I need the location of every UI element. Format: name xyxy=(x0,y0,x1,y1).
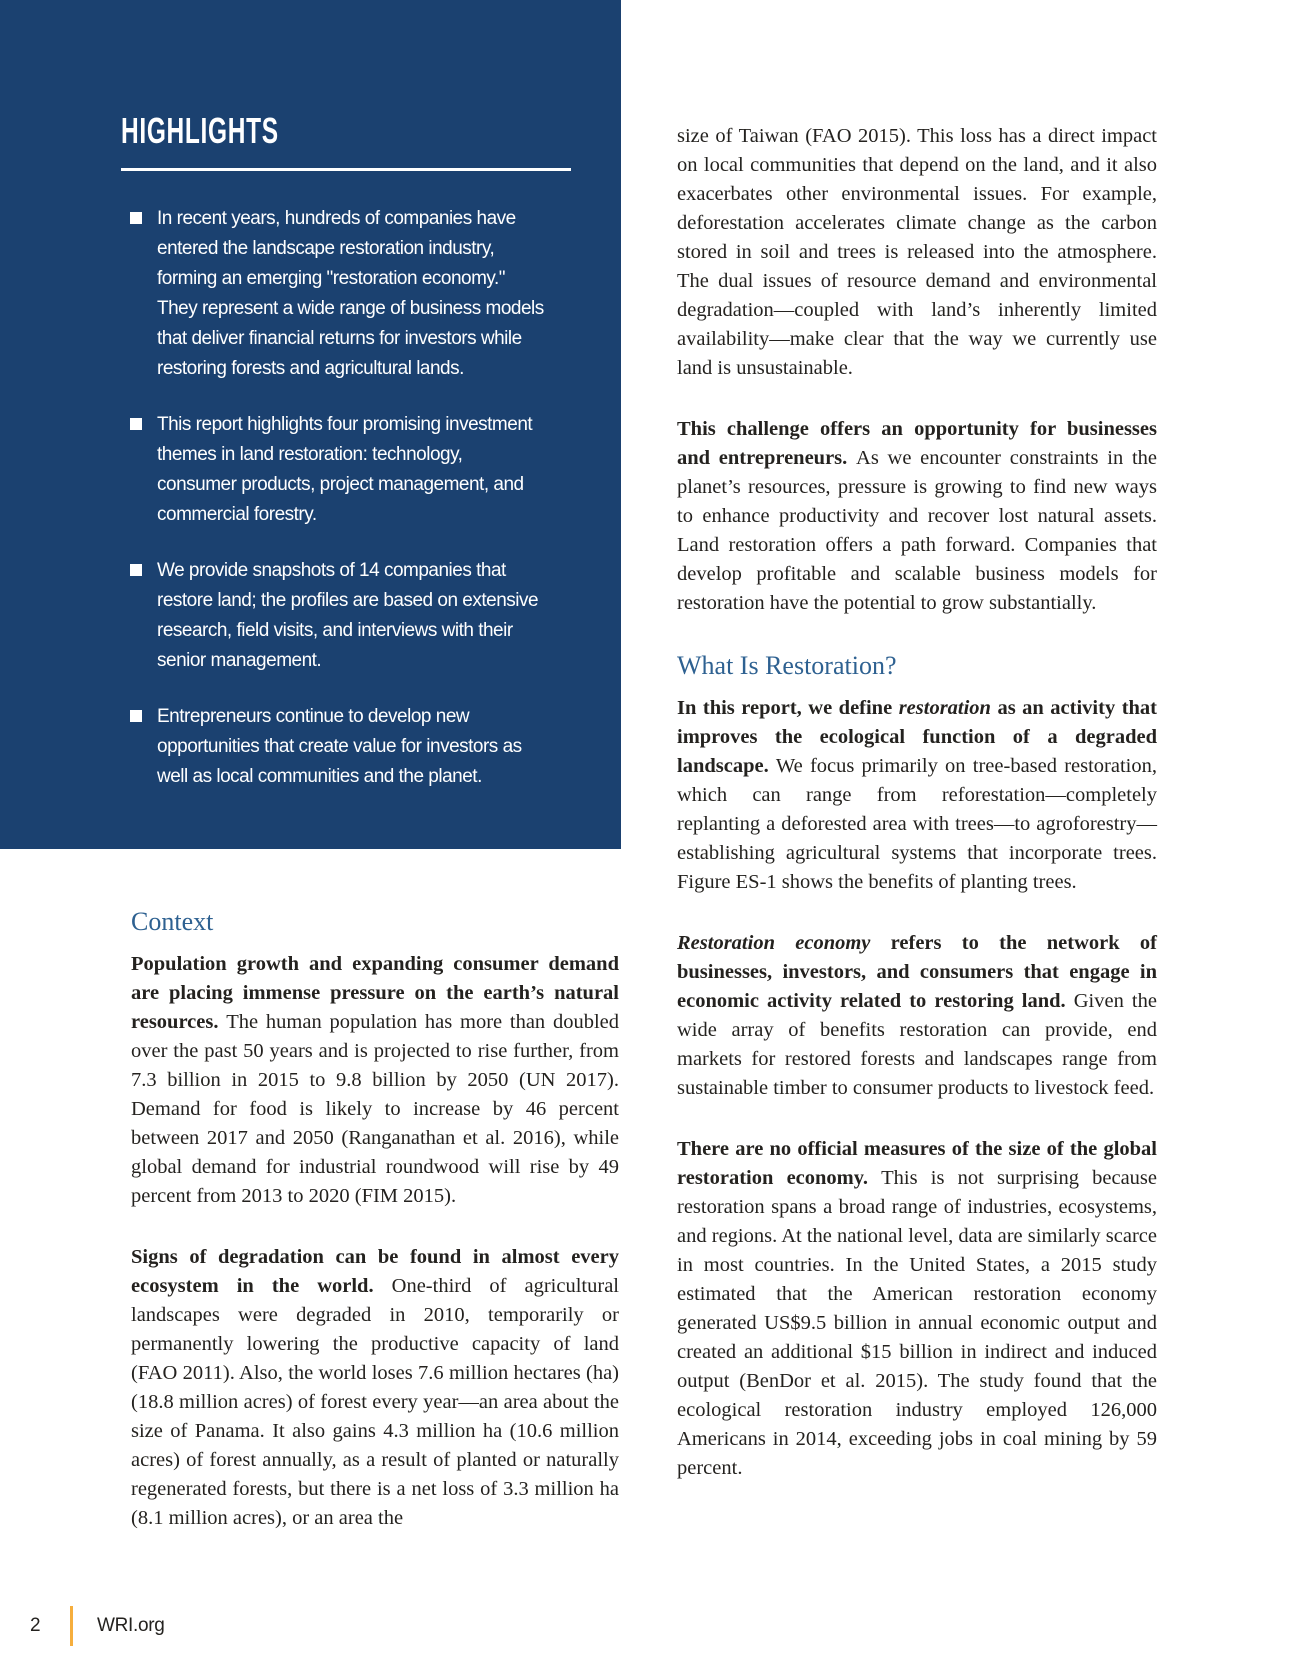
highlight-item xyxy=(130,410,544,530)
highlight-text: This report highlights four promising investment themes in land restoration: technology, consumer products, project management, and commercial forestry. xyxy=(157,414,533,525)
body-paragraph: There are no official measures of the size of the global restoration economy. This is not surprising because restoration spans a broad range of industries, ecosystems, and regions. At the national level, data are similarly scarce in most countries. In the United States, a 2015 study estimated that the American restoration economy generated US$9.5 billion in annual economic output and created an additional $15 billion in indirect and induced output (BenDor et al. 2015). The study found that the ecological restoration industry employed 126,000 Americans in 2014, exceeding jobs in coal mining by 59 percent. xyxy=(677,1138,1157,1479)
body-paragraph: Population growth and expanding consumer demand are placing immense pressure on the earth’s natural resources. The human population has more than doubled over the past 50 years and is projected to rise further, from 7.3 billion in 2015 to 9.8 billion by 2050 (UN 2017). Demand for food is likely to increase by 46 percent between 2017 and 2050 (Ranganathan et al. 2016), while global demand for industrial roundwood will rise by 49 percent from 2013 to 2020 (FIM 2015). xyxy=(131,953,619,1207)
highlight-item xyxy=(130,204,544,384)
square-bullet-icon xyxy=(130,418,142,430)
body-paragraph: size of Taiwan (FAO 2015). This loss has a direct impact on local communities that depend on the land, and it also exacerbates other environmental issues. For example, deforestation accelerates climate change as the carbon stored in soil and trees is released into the atmosphere. The dual issues of resource demand and environmental degradation—coupled with land’s inherently limited availability—make clear that the way we currently use land is unsustainable. xyxy=(677,125,1157,379)
highlight-text: Entrepreneurs continue to develop new opportunities that create value for investors as well as local communities and the planet. xyxy=(157,706,522,787)
highlight-item xyxy=(130,556,544,676)
left-column xyxy=(131,906,619,1565)
body-paragraph: Restoration economy refers to the network of businesses, investors, and consumers that engage in economic activity related to restoring land. Given the wide array of benefits restoration can provide, end markets for restored forests and landscapes range from sustainable timber to consumer products to livestock feed. xyxy=(677,932,1157,1099)
context-heading: Context xyxy=(131,907,214,936)
square-bullet-icon xyxy=(130,212,142,224)
body-paragraph: Signs of degradation can be found in almost every ecosystem in the world. One-third of agricultural landscapes were degraded in 2010, temporarily or permanently lowering the productive capacity of land (FAO 2011). Also, the world loses 7.6 million hectares (ha) (18.8 million acres) of forest every year—an area about the size of Panama. It also gains 4.3 million ha (10.6 million acres) of forest annually, as a result of planted or naturally regenerated forests, but there is a net loss of 3.3 million ha (8.1 million acres), or an area the xyxy=(131,1246,619,1529)
body-paragraph: This challenge offers an opportunity for businesses and entrepreneurs. As we encounter constraints in the planet’s resources, pressure is growing to find new ways to enhance productivity and recover lost natural assets. Land restoration offers a path forward. Companies that develop profitable and scalable business models for restoration have the potential to grow substantially. xyxy=(677,418,1157,614)
highlights-panel xyxy=(0,0,621,849)
highlight-text: We provide snapshots of 14 companies that restore land; the profiles are based on extensive research, field visits, and interviews with their senior management. xyxy=(157,560,539,671)
footer-site-label: WRI.org xyxy=(97,1615,165,1636)
highlight-text: In recent years, hundreds of companies have entered the landscape restoration industry, forming an emerging "restoration economy." They represent a wide range of business models that deliver financial returns for investors while restoring forests and agricultural lands. xyxy=(157,208,544,379)
highlights-title: HIGHLIGHTS xyxy=(121,110,279,151)
what-is-restoration-heading: What Is Restoration? xyxy=(677,651,897,680)
square-bullet-icon xyxy=(130,710,142,722)
right-column xyxy=(677,122,1157,1515)
page-number: 2 xyxy=(30,1615,41,1636)
square-bullet-icon xyxy=(130,564,142,576)
highlights-divider xyxy=(121,168,571,171)
highlights-list xyxy=(130,204,544,818)
footer-accent-bar xyxy=(70,1606,73,1646)
body-paragraph: In this report, we define restoration as an activity that improves the ecological function of a degraded landscape. We focus primarily on tree-based restoration, which can range from reforestation—completely replanting a deforested area with trees—to agroforestry—establishing agricultural systems that incorporate trees. Figure ES-1 shows the benefits of planting trees. xyxy=(677,697,1157,893)
highlight-item xyxy=(130,702,544,792)
